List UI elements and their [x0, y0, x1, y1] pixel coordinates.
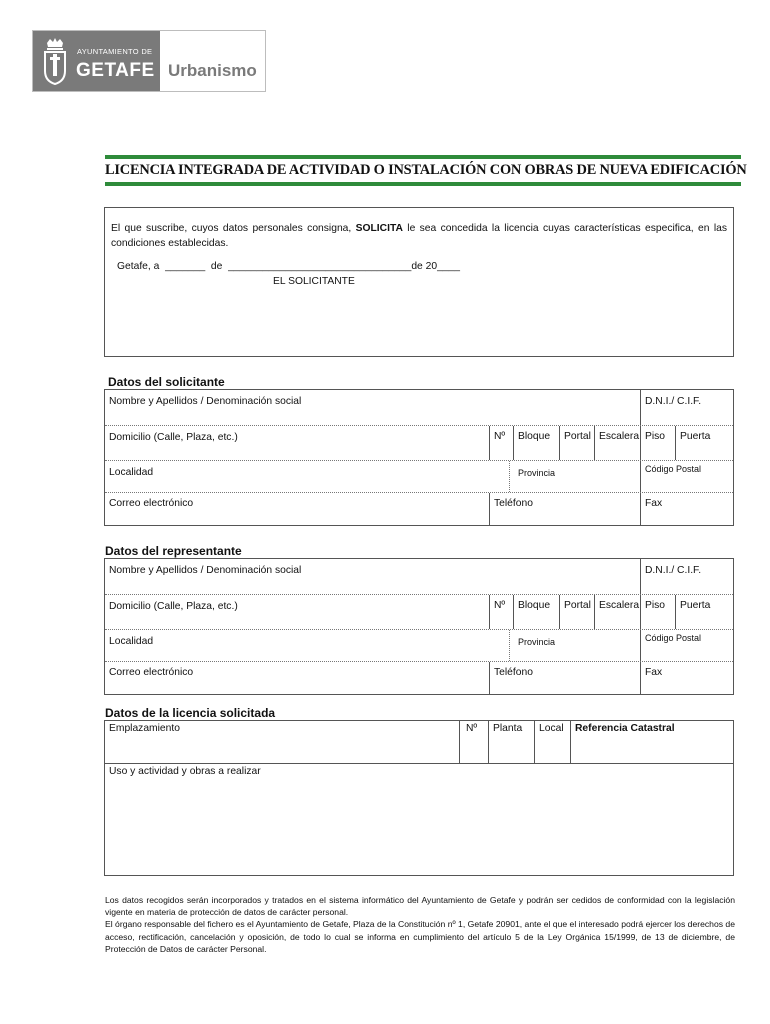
field-label: Fax — [645, 667, 663, 678]
licencia-local-field[interactable] — [534, 721, 570, 763]
solicitante-telefono-field[interactable] — [489, 493, 640, 525]
field-label: Nombre y Apellidos / Denominación social — [109, 565, 302, 576]
representante-domicilio-field[interactable] — [105, 595, 489, 629]
crest-icon — [41, 37, 69, 85]
request-signature-label: EL SOLICITANTE — [273, 276, 355, 287]
field-label: Domicilio (Calle, Plaza, etc.) — [109, 432, 238, 443]
field-label: Portal — [564, 600, 591, 611]
solicitante-portal-field[interactable] — [559, 426, 594, 460]
field-label: Correo electrónico — [109, 498, 194, 509]
solicitante-escalera-field[interactable] — [594, 426, 640, 460]
representante-fax-field[interactable] — [640, 662, 733, 694]
solicitante-row-domicilio — [105, 425, 733, 460]
solicitante-table — [104, 389, 734, 526]
field-label: Bloque — [518, 600, 551, 611]
field-label: D.N.I./ C.I.F. — [645, 565, 702, 576]
request-solicita: SOLICITA — [355, 223, 403, 234]
licencia-table — [104, 720, 734, 876]
solicitante-puerta-field[interactable] — [675, 426, 733, 460]
section-representante-heading: Datos del representante — [105, 544, 242, 558]
logo-block — [33, 31, 160, 91]
field-label: Local — [539, 723, 564, 734]
title-rule-bottom — [105, 182, 741, 186]
field-label: Puerta — [680, 600, 711, 611]
solicitante-fax-field[interactable] — [640, 493, 733, 525]
field-label: Domicilio (Calle, Plaza, etc.) — [109, 601, 238, 612]
solicitante-row-localidad — [105, 460, 733, 492]
field-label: Piso — [645, 431, 666, 442]
data-protection-notice — [105, 894, 735, 955]
field-label: Teléfono — [494, 498, 533, 509]
field-label: Referencia Catastral — [575, 723, 675, 734]
field-label: Código Postal — [645, 633, 702, 643]
representante-row-nombre — [105, 559, 733, 594]
field-label: Localidad — [109, 467, 154, 478]
solicitante-provincia-field[interactable] — [509, 461, 640, 492]
logo-department: Urbanismo — [168, 61, 257, 80]
section-solicitante-heading: Datos del solicitante — [108, 375, 225, 389]
solicitante-localidad-field[interactable] — [105, 461, 509, 492]
notice-paragraph-2: El órgano responsable del fichero es el Ayuntamiento de Getafe, Plaza de la Constitución nº 1, Getafe 20901, ante el que el interesado podrá ejercer los derechos de acceso, rectificación, cancelación y oposición, de todo lo cual se informa en cumplimiento del artículo 5 de la Ley Orgánica 15/1999, de 13 de diciembre, de Protección de Datos de carácter Personal. — [105, 919, 735, 954]
logo-org-line: AYUNTAMIENTO DE — [77, 47, 153, 56]
field-label: Portal — [564, 431, 591, 442]
getafe-logo — [32, 30, 266, 92]
solicitante-piso-field[interactable] — [640, 426, 675, 460]
solicitante-row-nombre — [105, 390, 733, 425]
representante-bloque-field[interactable] — [513, 595, 559, 629]
licencia-emplazamiento-field[interactable] — [105, 721, 459, 763]
field-label: Teléfono — [494, 667, 533, 678]
field-label: Localidad — [109, 636, 154, 647]
licencia-row-uso — [105, 763, 733, 875]
field-label: Nº — [494, 600, 506, 611]
representante-correo-field[interactable] — [105, 662, 489, 694]
document-title: LICENCIA INTEGRADA DE ACTIVIDAD O INSTALACIÓN CON OBRAS DE NUEVA EDIFICACIÓN — [105, 162, 747, 178]
representante-piso-field[interactable] — [640, 595, 675, 629]
representante-portal-field[interactable] — [559, 595, 594, 629]
solicitante-row-contacto — [105, 492, 733, 525]
request-text-start: El que suscribe, cuyos datos personales consigna, — [111, 223, 356, 234]
solicitante-numero-field[interactable] — [489, 426, 513, 460]
field-label: Puerta — [680, 431, 711, 442]
representante-puerta-field[interactable] — [675, 595, 733, 629]
field-label: Nombre y Apellidos / Denominación social — [109, 396, 302, 407]
field-label: D.N.I./ C.I.F. — [645, 396, 702, 407]
request-box — [104, 207, 734, 357]
representante-dni-field[interactable] — [640, 559, 733, 594]
notice-paragraph-1: Los datos recogidos serán incorporados y tratados en el sistema informático del Ayuntamiento de Getafe y podrán ser cedidos de conformidad con la legislación vigente en materia de protección de datos de carácter personal. — [105, 895, 735, 918]
field-label: Provincia — [518, 468, 556, 478]
field-label: Planta — [493, 723, 523, 734]
field-label: Provincia — [518, 637, 556, 647]
representante-nombre-field[interactable] — [105, 559, 640, 594]
request-date-line[interactable]: Getafe, a _______ de ________________________________de 20____ — [117, 261, 460, 272]
representante-localidad-field[interactable] — [105, 630, 509, 661]
representante-row-localidad — [105, 629, 733, 661]
licencia-row-emplazamiento — [105, 721, 733, 763]
representante-telefono-field[interactable] — [489, 662, 640, 694]
field-label: Piso — [645, 600, 666, 611]
licencia-planta-field[interactable] — [488, 721, 534, 763]
solicitante-nombre-field[interactable] — [105, 390, 640, 425]
solicitante-dni-field[interactable] — [640, 390, 733, 425]
field-label: Fax — [645, 498, 663, 509]
field-label: Correo electrónico — [109, 667, 194, 678]
field-label: Nº — [494, 431, 506, 442]
representante-cp-field[interactable] — [640, 630, 733, 661]
solicitante-correo-field[interactable] — [105, 493, 489, 525]
field-label: Escalera — [599, 600, 640, 611]
representante-row-domicilio — [105, 594, 733, 629]
field-label: Bloque — [518, 431, 551, 442]
request-text — [111, 221, 727, 251]
field-label: Emplazamiento — [109, 723, 180, 734]
representante-escalera-field[interactable] — [594, 595, 640, 629]
title-rule-top — [105, 155, 741, 159]
field-label: Escalera — [599, 431, 640, 442]
section-licencia-heading: Datos de la licencia solicitada — [105, 706, 276, 720]
licencia-numero-field[interactable] — [459, 721, 488, 763]
solicitante-bloque-field[interactable] — [513, 426, 559, 460]
field-label: Nº — [466, 723, 478, 734]
solicitante-cp-field[interactable] — [640, 461, 733, 492]
solicitante-domicilio-field[interactable] — [105, 426, 489, 460]
licencia-uso-field[interactable] — [105, 764, 733, 875]
field-label: Código Postal — [645, 464, 702, 474]
representante-numero-field[interactable] — [489, 595, 513, 629]
logo-city: GETAFE — [76, 60, 155, 81]
representante-table — [104, 558, 734, 695]
representante-provincia-field[interactable] — [509, 630, 640, 661]
representante-row-contacto — [105, 661, 733, 694]
request-text-end: le sea concedida la licencia cuyas características especifica, en las condiciones establecidas. — [111, 223, 728, 249]
licencia-referencia-field[interactable] — [570, 721, 733, 763]
field-label: Uso y actividad y obras a realizar — [109, 766, 261, 777]
